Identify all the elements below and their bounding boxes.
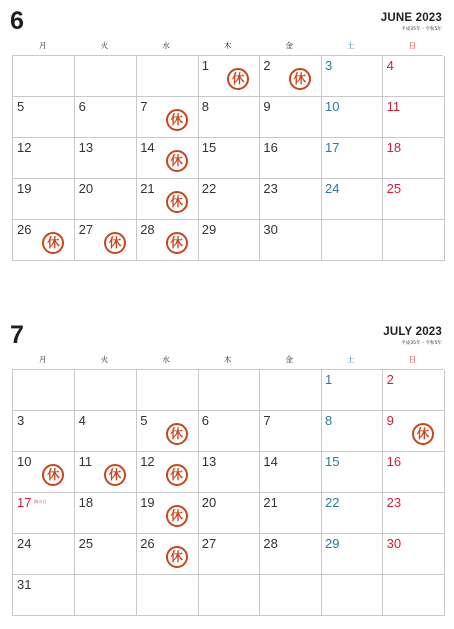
holiday-mark-icon: 休 bbox=[42, 464, 64, 486]
day-cell[interactable] bbox=[198, 97, 260, 138]
weekday-header: 日 bbox=[408, 41, 417, 50]
day-cell[interactable] bbox=[136, 97, 198, 138]
day-cell[interactable] bbox=[75, 452, 137, 493]
day-cell[interactable] bbox=[75, 534, 137, 575]
day-number: 18 bbox=[386, 140, 402, 155]
day-number: 10 bbox=[17, 454, 32, 469]
day-cell[interactable] bbox=[13, 138, 75, 179]
day-number: 3 bbox=[17, 413, 25, 428]
empty-cell bbox=[321, 575, 383, 616]
day-number: 27 bbox=[78, 222, 94, 237]
day-cell[interactable] bbox=[383, 179, 445, 220]
day-cell[interactable] bbox=[13, 575, 75, 616]
holiday-mark-icon: 休 bbox=[166, 191, 188, 213]
day-cell[interactable] bbox=[383, 493, 445, 534]
day-number: 29 bbox=[201, 222, 217, 237]
day-cell[interactable] bbox=[13, 220, 75, 261]
holiday-mark-icon: 休 bbox=[166, 232, 188, 254]
month-block-6 bbox=[0, 0, 454, 300]
day-number: 1 bbox=[201, 58, 210, 73]
day-cell[interactable] bbox=[321, 97, 383, 138]
day-number: 19 bbox=[140, 495, 155, 510]
day-number: 5 bbox=[140, 413, 148, 428]
day-cell[interactable] bbox=[321, 138, 383, 179]
holiday-mark-icon: 休 bbox=[289, 68, 311, 90]
empty-cell bbox=[13, 370, 75, 411]
empty-cell bbox=[136, 370, 198, 411]
day-cell[interactable] bbox=[198, 220, 260, 261]
day-number: 12 bbox=[140, 454, 155, 469]
empty-cell bbox=[13, 56, 75, 97]
weekday-header: 土 bbox=[347, 355, 355, 364]
day-number: 10 bbox=[325, 99, 340, 114]
day-number: 7 bbox=[140, 99, 148, 114]
calendar-grid bbox=[12, 55, 443, 261]
holiday-name-label: 海の日 bbox=[34, 499, 47, 504]
day-number: 9 bbox=[263, 99, 271, 114]
empty-cell bbox=[321, 220, 383, 261]
weekday-header: 土 bbox=[347, 41, 355, 50]
day-number: 1 bbox=[325, 372, 333, 387]
day-cell[interactable] bbox=[136, 411, 198, 452]
day-cell[interactable] bbox=[13, 411, 75, 452]
day-cell[interactable] bbox=[13, 493, 75, 534]
day-number: 6 bbox=[201, 413, 210, 428]
day-number: 30 bbox=[263, 222, 278, 237]
holiday-mark-icon: 休 bbox=[166, 546, 188, 568]
day-number: 24 bbox=[17, 536, 32, 551]
day-cell[interactable] bbox=[321, 179, 383, 220]
day-cell[interactable] bbox=[259, 220, 321, 261]
day-cell[interactable] bbox=[383, 452, 445, 493]
day-number: 3 bbox=[325, 58, 333, 73]
holiday-mark-icon: 休 bbox=[166, 464, 188, 486]
day-cell[interactable] bbox=[321, 452, 383, 493]
day-cell[interactable] bbox=[198, 493, 260, 534]
weekday-header: 水 bbox=[162, 355, 170, 364]
day-cell[interactable] bbox=[321, 411, 383, 452]
day-number: 2 bbox=[386, 372, 394, 387]
weekday-header: 火 bbox=[100, 41, 109, 50]
day-cell[interactable] bbox=[259, 452, 321, 493]
day-number: 25 bbox=[78, 536, 94, 551]
day-number: 28 bbox=[263, 536, 278, 551]
day-cell[interactable] bbox=[321, 493, 383, 534]
day-cell[interactable] bbox=[321, 56, 383, 97]
day-number: 24 bbox=[325, 181, 340, 196]
day-number: 20 bbox=[78, 181, 94, 196]
day-cell[interactable] bbox=[13, 97, 75, 138]
day-number: 9 bbox=[386, 413, 394, 428]
day-cell[interactable] bbox=[13, 534, 75, 575]
weekday-header: 金 bbox=[285, 355, 293, 364]
day-number: 31 bbox=[17, 577, 32, 592]
month-number: 7 bbox=[10, 321, 24, 349]
day-cell[interactable] bbox=[198, 452, 260, 493]
day-number: 26 bbox=[17, 222, 32, 237]
weekday-header: 水 bbox=[162, 41, 170, 50]
day-cell[interactable] bbox=[383, 97, 445, 138]
day-number: 13 bbox=[78, 140, 94, 155]
empty-cell bbox=[75, 370, 137, 411]
day-number: 6 bbox=[78, 99, 86, 114]
day-cell[interactable] bbox=[198, 411, 260, 452]
day-cell[interactable] bbox=[75, 493, 137, 534]
empty-cell bbox=[383, 220, 445, 261]
day-number: 7 bbox=[263, 413, 271, 428]
holiday-mark-icon: 休 bbox=[104, 464, 126, 486]
day-number: 25 bbox=[386, 181, 402, 196]
empty-cell bbox=[383, 575, 445, 616]
day-number: 14 bbox=[263, 454, 278, 469]
day-cell[interactable] bbox=[321, 370, 383, 411]
holiday-mark-icon: 休 bbox=[104, 232, 126, 254]
day-number: 12 bbox=[17, 140, 32, 155]
day-number: 11 bbox=[386, 99, 401, 114]
weekday-header: 日 bbox=[408, 355, 417, 364]
day-cell[interactable] bbox=[136, 138, 198, 179]
month-era-label: 平成35年・令和5年 bbox=[401, 341, 442, 346]
holiday-mark-icon: 休 bbox=[166, 150, 188, 172]
weekday-header: 金 bbox=[285, 41, 293, 50]
day-cell[interactable] bbox=[136, 452, 198, 493]
day-number: 16 bbox=[263, 140, 278, 155]
day-cell[interactable] bbox=[383, 56, 445, 97]
day-cell[interactable] bbox=[259, 411, 321, 452]
day-cell[interactable] bbox=[198, 138, 260, 179]
day-number: 23 bbox=[263, 181, 278, 196]
day-cell[interactable] bbox=[383, 370, 445, 411]
month-title-en: JUNE 2023 bbox=[380, 12, 442, 24]
day-number: 15 bbox=[201, 140, 217, 155]
day-number: 14 bbox=[140, 140, 155, 155]
weekday-header: 月 bbox=[39, 41, 47, 50]
empty-cell bbox=[136, 56, 198, 97]
day-cell[interactable] bbox=[13, 179, 75, 220]
day-cell[interactable] bbox=[198, 534, 260, 575]
day-cell[interactable] bbox=[198, 179, 260, 220]
empty-cell bbox=[136, 575, 198, 616]
day-number: 30 bbox=[386, 536, 402, 551]
day-number: 23 bbox=[386, 495, 402, 510]
day-number: 27 bbox=[201, 536, 217, 551]
day-number: 17 bbox=[17, 495, 32, 510]
day-number: 4 bbox=[78, 413, 86, 428]
month-block-7 bbox=[0, 314, 454, 614]
day-cell[interactable] bbox=[259, 179, 321, 220]
day-number: 28 bbox=[140, 222, 155, 237]
day-number: 20 bbox=[201, 495, 217, 510]
holiday-mark-icon: 休 bbox=[166, 423, 188, 445]
day-number: 8 bbox=[201, 99, 210, 114]
weekday-header: 火 bbox=[100, 355, 109, 364]
day-cell[interactable] bbox=[383, 138, 445, 179]
month-era-label: 平成35年・令和5年 bbox=[401, 27, 442, 32]
day-number: 19 bbox=[17, 181, 32, 196]
day-cell[interactable] bbox=[259, 138, 321, 179]
empty-cell bbox=[259, 370, 321, 411]
empty-cell bbox=[198, 575, 260, 616]
day-number: 22 bbox=[201, 181, 217, 196]
day-number: 21 bbox=[263, 495, 278, 510]
day-cell[interactable] bbox=[198, 56, 260, 97]
day-cell[interactable] bbox=[75, 179, 137, 220]
day-number: 8 bbox=[325, 413, 333, 428]
day-cell[interactable] bbox=[259, 534, 321, 575]
day-cell[interactable] bbox=[136, 220, 198, 261]
empty-cell bbox=[75, 56, 137, 97]
day-number: 5 bbox=[17, 99, 25, 114]
day-cell[interactable] bbox=[75, 138, 137, 179]
day-number: 17 bbox=[325, 140, 340, 155]
empty-cell bbox=[259, 575, 321, 616]
empty-cell bbox=[75, 575, 137, 616]
day-cell[interactable] bbox=[321, 534, 383, 575]
day-number: 4 bbox=[386, 58, 394, 73]
day-number: 21 bbox=[140, 181, 155, 196]
day-cell[interactable] bbox=[383, 411, 445, 452]
day-cell[interactable] bbox=[75, 97, 137, 138]
day-number: 2 bbox=[263, 58, 271, 73]
day-cell[interactable] bbox=[75, 220, 137, 261]
day-number: 15 bbox=[325, 454, 340, 469]
day-cell[interactable] bbox=[259, 56, 321, 97]
day-cell[interactable] bbox=[136, 493, 198, 534]
day-number: 16 bbox=[386, 454, 402, 469]
day-cell[interactable] bbox=[75, 411, 137, 452]
holiday-mark-icon: 休 bbox=[227, 68, 249, 90]
day-cell[interactable] bbox=[383, 534, 445, 575]
weekday-header: 月 bbox=[39, 355, 47, 364]
holiday-mark-icon: 休 bbox=[412, 423, 434, 445]
weekday-header: 木 bbox=[223, 355, 232, 364]
month-number: 6 bbox=[10, 7, 24, 35]
day-number: 13 bbox=[201, 454, 217, 469]
empty-cell bbox=[198, 370, 260, 411]
day-number: 18 bbox=[78, 495, 94, 510]
day-cell[interactable] bbox=[259, 493, 321, 534]
holiday-mark-icon: 休 bbox=[42, 232, 64, 254]
day-number: 22 bbox=[325, 495, 340, 510]
month-title-en: JULY 2023 bbox=[383, 326, 442, 338]
day-number: 11 bbox=[78, 454, 93, 469]
holiday-mark-icon: 休 bbox=[166, 505, 188, 527]
day-cell[interactable] bbox=[259, 97, 321, 138]
weekday-header: 木 bbox=[223, 41, 232, 50]
day-number: 26 bbox=[140, 536, 155, 551]
holiday-mark-icon: 休 bbox=[166, 109, 188, 131]
day-cell[interactable] bbox=[136, 179, 198, 220]
day-cell[interactable] bbox=[136, 534, 198, 575]
calendar-grid bbox=[12, 369, 443, 616]
day-number: 29 bbox=[325, 536, 340, 551]
day-cell[interactable] bbox=[13, 452, 75, 493]
